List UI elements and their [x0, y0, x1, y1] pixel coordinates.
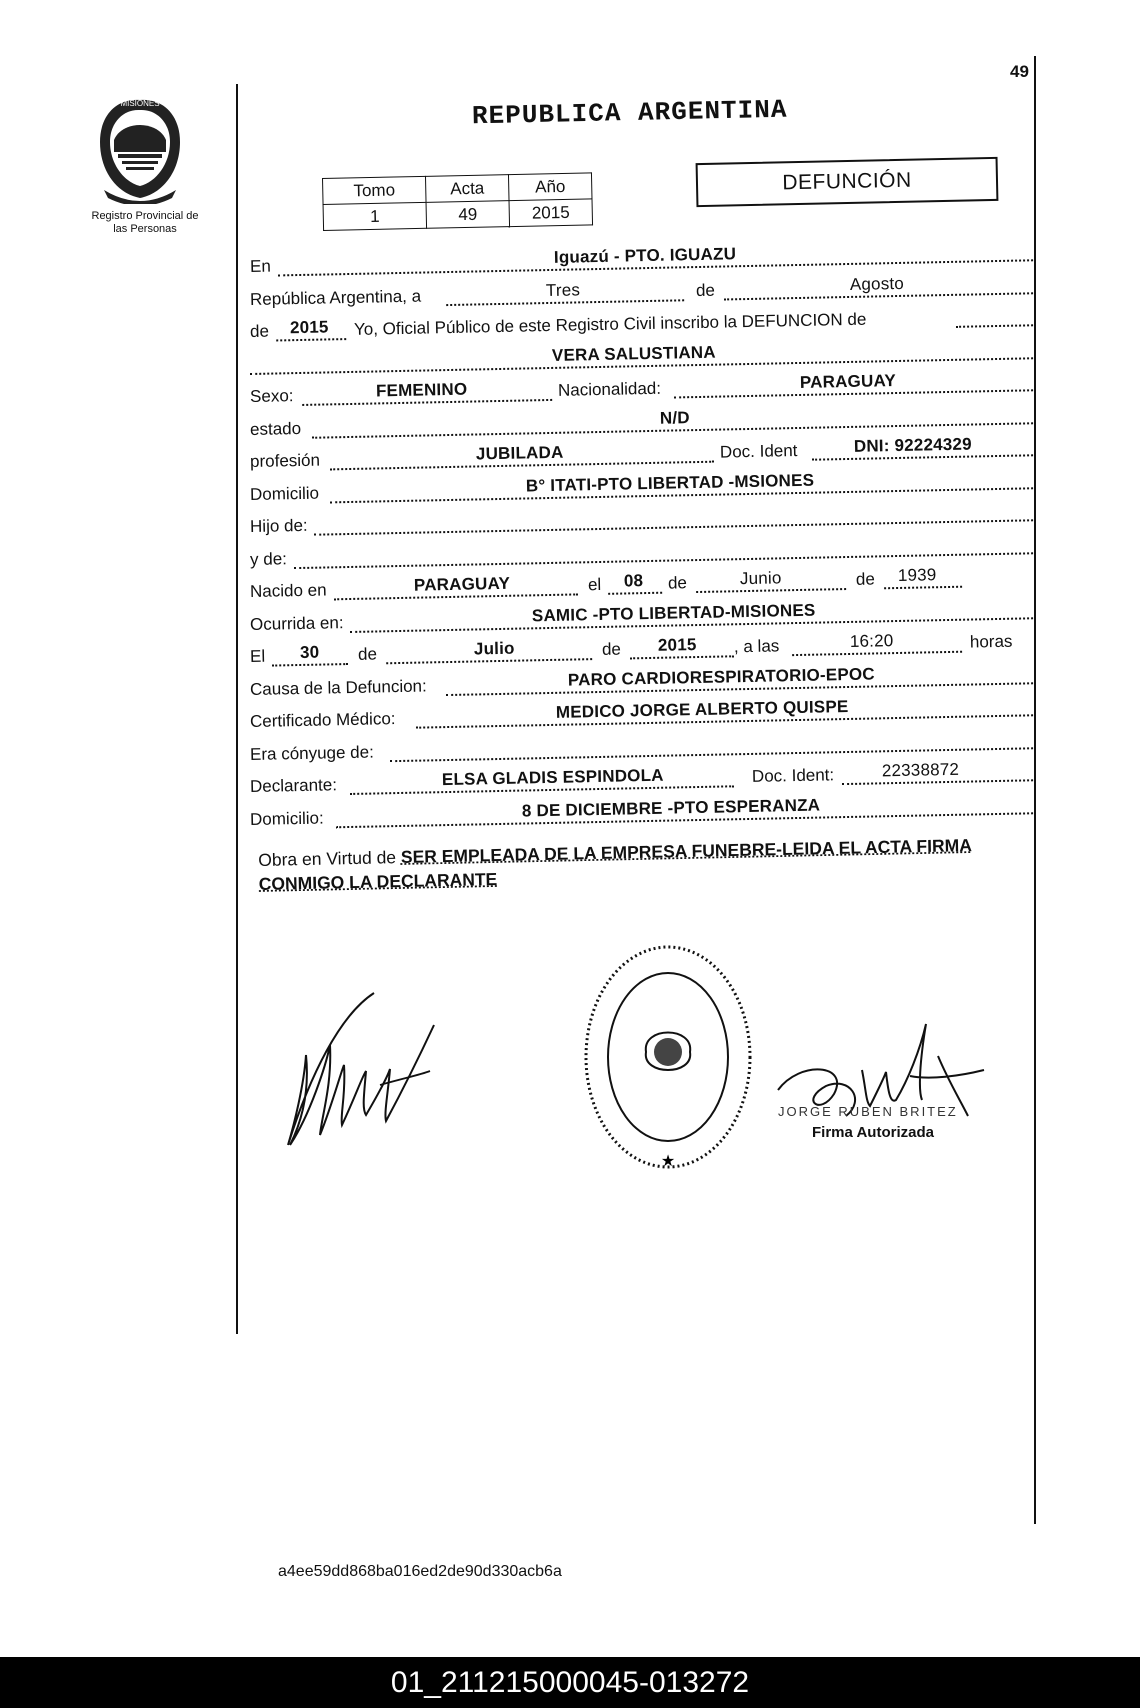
- value-causa: PARO CARDIORESPIRATORIO-EPOC: [567, 663, 875, 689]
- registry-table-values: [323, 199, 592, 231]
- label-estado: estado: [249, 417, 302, 438]
- label-declarante: Declarante:: [249, 774, 338, 796]
- table-value-anio: 2015: [509, 199, 593, 227]
- document-title: REPUBLICA ARGENTINA: [471, 94, 788, 132]
- label-certificado: Certificado Médico:: [249, 708, 396, 731]
- svg-text:★: ★: [660, 1151, 676, 1170]
- field-after-oficial-line: [956, 302, 1033, 328]
- label-hijo: Hijo de:: [249, 515, 308, 536]
- value-death-month: Julio: [473, 638, 515, 659]
- label-de-b1: de: [667, 572, 688, 593]
- value-obra-line1: SER EMPLEADA DE LA EMPRESA FUNEBRE-LEIDA EL ACTA FIRMA: [400, 835, 973, 868]
- value-obra-line2: CONMIGO LA DECLARANTE: [258, 868, 498, 894]
- label-de-month: de: [695, 279, 716, 300]
- value-death-day: 30: [299, 642, 320, 662]
- label-de-d2: de: [601, 639, 622, 659]
- official-signature-name: JORGE RUBEN BRITEZ: [778, 1104, 958, 1119]
- label-causa: Causa de la Defuncion:: [249, 675, 427, 698]
- registry-name-line2: las Personas: [113, 223, 177, 235]
- left-margin-line: [236, 84, 238, 1334]
- label-republica: República Argentina, a: [249, 285, 422, 308]
- table-value-tomo: 1: [323, 202, 427, 230]
- table-header-acta: Acta: [425, 175, 509, 203]
- value-birth-day: 08: [623, 570, 644, 590]
- value-birth-month: Junio: [739, 567, 782, 588]
- label-alas: , a las: [733, 635, 780, 656]
- document-type-box: DEFUNCIÓN: [696, 157, 999, 207]
- registry-name-line1: Registro Provincial de: [91, 210, 199, 222]
- value-year: 2015: [289, 316, 329, 337]
- footer-code: 01_211215000045-013272: [0, 1657, 1140, 1708]
- value-ocurrida: SAMIC -PTO LIBERTAD-MISIONES: [531, 599, 816, 625]
- label-profesion: profesión: [249, 450, 321, 471]
- label-nacionalidad: Nacionalidad:: [557, 378, 662, 400]
- label-conyuge: Era cónyuge de:: [249, 741, 375, 763]
- label-yde: y de:: [249, 548, 288, 568]
- declarant-signature: [270, 985, 470, 1155]
- label-domicilio: Domicilio: [249, 482, 320, 503]
- label-en: En: [249, 256, 272, 276]
- value-birth-year: 1939: [897, 564, 937, 585]
- registry-table: [322, 172, 593, 231]
- value-month-word: Agosto: [849, 272, 905, 293]
- label-ocurrida: Ocurrida en:: [249, 612, 344, 633]
- label-nacido: Nacido en: [249, 579, 327, 601]
- label-de-d1: de: [357, 643, 378, 664]
- text-oficial: Yo, Oficial Público de este Registro Civil inscribo la DEFUNCION de: [353, 309, 867, 339]
- value-doc-ident2: 22338872: [881, 759, 960, 780]
- value-domicilio2: 8 DE DICIEMBRE -PTO ESPERANZA: [521, 794, 821, 820]
- table-header-anio: Año: [508, 173, 592, 201]
- value-nacido: PARAGUAY: [413, 573, 511, 595]
- label-domicilio2: Domicilio:: [249, 807, 324, 828]
- label-horas: horas: [969, 631, 1013, 652]
- official-signature-caption: Firma Autorizada: [812, 1124, 934, 1141]
- misiones-emblem-icon: [92, 94, 188, 204]
- value-estado: N/D: [659, 407, 690, 427]
- page-number: 49: [1010, 62, 1029, 81]
- label-doc-ident2: Doc. Ident:: [751, 764, 835, 786]
- value-domicilio: B° ITATI-PTO LIBERTAD -MSIONES: [525, 469, 815, 495]
- value-day-word: Tres: [545, 279, 581, 300]
- official-signature: [770, 1020, 990, 1170]
- obra-en-virtud: [258, 831, 1059, 896]
- document-hash: a4ee59dd868ba016ed2de90d330acb6a: [278, 1563, 562, 1580]
- table-value-acta: 49: [426, 201, 510, 229]
- death-record-form: [249, 243, 1045, 833]
- label-el2: El: [249, 646, 266, 666]
- provincial-logo: [92, 94, 188, 204]
- value-nacionalidad: PARAGUAY: [799, 370, 897, 392]
- value-death-time: 16:20: [849, 630, 894, 651]
- svg-text:MISIONES: MISIONES: [120, 99, 160, 108]
- label-de-b2: de: [855, 568, 876, 589]
- label-sexo: Sexo:: [249, 385, 294, 406]
- label-obra: Obra en Virtud de: [258, 847, 397, 870]
- handwritten-signature-icon: [270, 985, 470, 1155]
- official-stamp: [582, 942, 754, 1172]
- value-profesion: JUBILADA: [475, 442, 564, 463]
- value-declarante: ELSA GLADIS ESPINDOLA: [441, 765, 664, 789]
- label-el: el: [587, 574, 602, 594]
- registry-name: [70, 210, 220, 236]
- label-de-year: de: [249, 321, 270, 341]
- label-doc-ident: Doc. Ident: [719, 440, 798, 462]
- value-en: Iguazú - PTO. IGUAZU: [553, 243, 737, 267]
- value-sexo: FEMENINO: [375, 379, 468, 400]
- value-certificado: MEDICO JORGE ALBERTO QUISPE: [555, 696, 849, 722]
- value-deceased-name: VERA SALUSTIANA: [551, 341, 716, 364]
- registry-seal-icon: [582, 942, 754, 1172]
- table-header-tomo: Tomo: [323, 176, 427, 204]
- value-doc-ident: DNI: 92224329: [853, 434, 972, 456]
- value-death-year: 2015: [657, 634, 697, 655]
